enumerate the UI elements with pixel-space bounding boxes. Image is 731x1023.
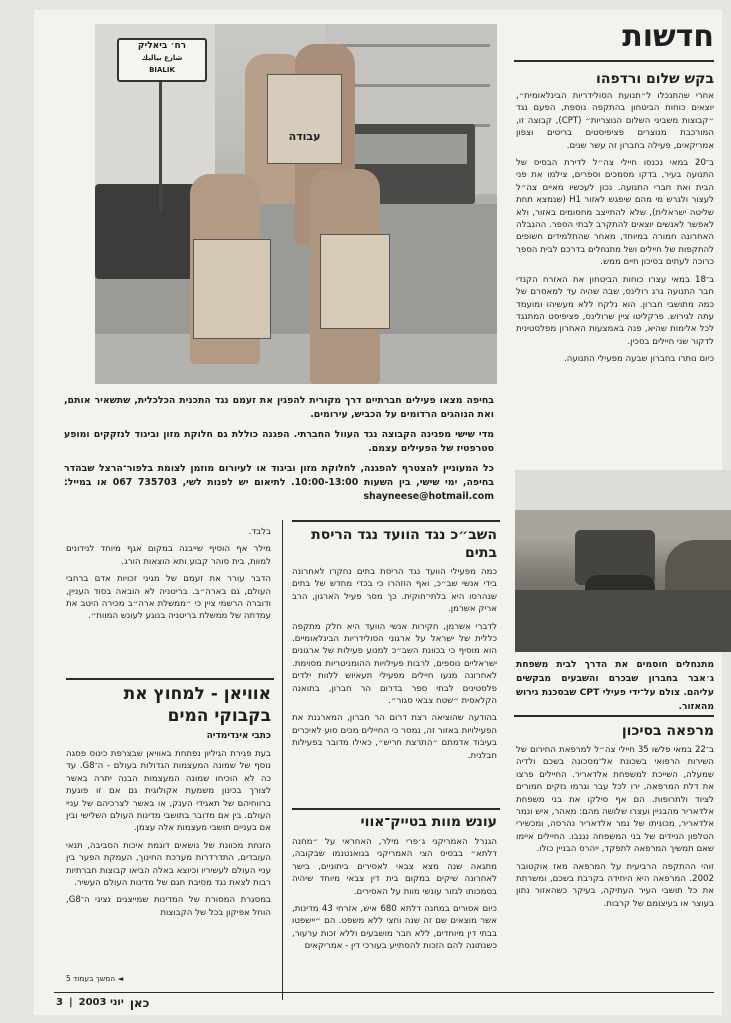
- protest-sign-right: [320, 234, 390, 329]
- article6-title: אוויאן - למחוץ את בקבוקי המים: [123, 684, 271, 726]
- photo1-note: מדי שישי מפגינה הקבוצה נגד העוול החברתי. הפגנה כוללת גם חלוקת מזון וביגוד לנזקקים ומופע סטרפטיז של הפעילים עצמם.: [64, 429, 494, 454]
- article6-p3: במסגרת המסורת של המדינות שמייצגים נציגי ה־G8, הוחל אפיקון בכל של הקבוצות: [66, 895, 271, 918]
- street-sign: [117, 38, 207, 82]
- article5-p2: הדבר עורר את זעמם של מגיני זכויות אדם ברחבי העולם, גם בארה״ב. בריטניה לא הובאה בסוד העניין, ודוברה הרשמי ציין כי ״ממשלת ארה״ב מכירה היטב את עמדתה של ממשלת בריטניה בנוגע לעונש המוות״.: [66, 574, 271, 622]
- article3-title: השב״כ נגד הוועד נגד הריסת בתים: [311, 527, 497, 561]
- article5-intro: בלבד.: [248, 527, 271, 537]
- street-sign-arabic: شارع بياليك: [141, 54, 183, 62]
- street-sign-hebrew: רח׳ ביאליק: [137, 41, 187, 51]
- parked-car: [95, 184, 205, 279]
- protest-sign-text: עבודה: [288, 130, 321, 143]
- sidewalk: [95, 334, 497, 384]
- photo1-contact: כל המעוניין להצטרף להפגנה, לחלוקת מזון וביגוד או לעיורום מוזמן לצומת בלפור־הרצל שבהדר בחיפה, ימי שישי, בין השעות 10:00-13:00. לתיאום יש לפנות לשי, 735703 067 או במייל: shayneese@hotmail.com: [64, 463, 495, 502]
- article5-p1: מילר אף הוסיף שייבנה במקום אגף מיוחד לנידונים למוות, בית סוהר קבוע ותא הוצאות הורג.: [66, 544, 271, 567]
- continued-link[interactable]: ◄ המשך בעמוד 5: [66, 974, 124, 983]
- article5-body: [66, 526, 271, 676]
- article6-p1: בעת פגירת הגיליון נפתחת באוויאן שבצרפת כינוס פסגה נוסף של שמונה המעצמות הגדולות בעולם - ה־G8. עד כה לא הוכיחו שמונה המעצמות הבנה יתרה באשר לצורך בכינון משמעת אקולוגית גם אם זו פוגעת ברווחיהם של תאגידי הענק, או באשר לצרכיהם של עניי העולם. בין אם מדובר בתושבי מדינות העולם השלישי ובין אם בעניים תושבי מעצמות אלה עצמן.: [66, 749, 271, 834]
- article3-body: [292, 566, 497, 806]
- article1-p3: ב־18 במאי עצרו כוחות הביטחון את האזרח הקנדי חבר התנועה גרג רולינס, שבה שהיה עד למאסרם של כמה מתושבי חברון. הוא נלקח ללא מעשיהו ומועמד עתה לגירוש. פרקליטו ציין שרולינס, פציפיסט המתנגד לכל אלימות שהיא, פנה באמצעות האחרון מפלסטינית לדקור שני חיילים בסכין.: [516, 274, 714, 347]
- issue-date: יוני 2003: [78, 997, 124, 1008]
- article1-body: [516, 90, 714, 458]
- article1-title: בקש שלום ורדפהו: [596, 71, 714, 87]
- article2-body: [516, 744, 714, 994]
- article4-title: עונש מוות בטייק־אווי: [360, 814, 497, 830]
- article3-p3: בהודעה שהוציאה רצת דרום הר חברון, המארגנת את הפעילויות באזור זה, נמסר כי החיילים מכים סוע לאיכרים בעיבוד אדמתם ״התרצת חריש״, כאילו מדובר בפעילות חבלנית.: [292, 713, 497, 761]
- protest-sign-left: [193, 239, 271, 339]
- street-sign-latin: BIALIK: [149, 66, 175, 74]
- article1-p1: אחרי שהתנכלו ל״תנועת הסולידריות הבינלאומית״, יוצאים כוחות הביטחון בהתקפה נוספת, הפעם נגד ״קבוצות משביני השלום הנוצריות״ (CPT), קבוצה זו, המורכבת מנוצרים פציפיסטים בריטים וצפון אמריקאים, פעילה בחברון זה עשר שנים.: [516, 91, 714, 151]
- article6-p2: הזנחת מכוונת של נושאים דוגמת איכות הסביבה, תנאי העובדים, התדרדרות מערכת החינוך, העמקת הפער בין עניי העולם לעשיריו וכיוצא באלה הביאו קבוצות חברתיות רבות לצאת נגד מסיבת חגם של מדינות העולם העשיר.: [66, 840, 271, 889]
- bulldozer-photo: [515, 470, 731, 652]
- article1-p2: ב־20 במאי נכנסו חיילי צה״ל לדירת הבסיס של התנועה בעיר, בדקו מסמכים וספרים, צילמו את פני הבית ואת חברי התנועה. נכון לעכשיו מאיים צה״ל לעצור ולגרש מי מהם שיפגש לאזור H1 (שנמצא תחת שליטה ישראלית), שלא להתייצב מחסומים באזור, ולא לאפשר לאנשים יוצאים להתקרב לבתי הספר. ההגבלה האחרונה חמורה במיוחד, מאחר שהתלמידים חשופים להתקפות של חיילים ושל מתנחלים בדרכם לבית הספר כרוכה לעתים בסיכון חיים ממש.: [516, 158, 714, 268]
- newspaper-page: [34, 10, 722, 1015]
- magazine-name: כאן: [129, 996, 150, 1010]
- protest-photo: [95, 24, 497, 384]
- article3-p2: לדברי אשרמן, חקירות אנשי הוועד היא חלק מתקפה כללית של ישראל על ארגוני הסולידריות הבינלאומיים. הוא מוסיף כי בכוונת השב״כ למנוע פעילות של ארגונים ישראליים נוספים, לרבות פעילויות ההומניטריות מסוימת. לאחרונה מנעו חיילים מפעילי תעאיוש ללוות ילדים פלסטינים לבתי ספר בדרום הר חברון, בתואנה הקלאסית ״שטח צבאי סגור״.: [292, 621, 497, 707]
- article6-author: כתבי אינדימדיה: [206, 731, 271, 741]
- page-footer: 3 | יוני 2003 כאן: [56, 996, 150, 1010]
- article1-p4: כיום נותרו בחברון שבעה מפעילי התנועה.: [563, 354, 714, 365]
- article4-body: [292, 836, 497, 996]
- article3-p1: כמה מפעילי הוועד נגד הריסת בתים נחקרו לאחרונה בידי אנשי שב״כ, ואף הוזהרו כי בכדי מחדש של בתים שנהרסו היא בלתי־חוקית. כך מסר פעיל הארגון, הרב אריק אשרמן.: [292, 567, 497, 615]
- protest-sign-upper: [267, 74, 342, 164]
- rubble: [515, 590, 731, 652]
- section-title: חדשות: [622, 19, 714, 54]
- photo1-caption: בחיפה מצאו פעילים חברתיים דרך מקורית להפגין את זעמם נגד התכנית הכלכלית, שתשאיר אותם, ואת הנוהגים הרדומים על הכביש, עירומים.: [64, 395, 494, 420]
- article4-p1: הגנרל האמריקני ג׳פרי מילר, האחראי על ״מחנה דלתא״ בבסיס הצי האמריקני בגואנטנמו שבקובה, מתגאה שנה מצא צבאי לאסירים ביתוניים, בישר לאחרונה שיקים במקום בית דין צבאי מיוחד שיהיה בסמכותו לגזור עונשי מוות על האסירים.: [292, 837, 497, 897]
- article2-p2: זוהי ההתקפה הרביעית על המרפאה מאז אוקטובר 2002. המרפאה היא היחידה בקרבת בשכם, ומשרתת את כל תושבי העיר העתיקה, בעיקר כשהאזור נתון בעוצר או בעיצומם של קרבות.: [516, 861, 714, 909]
- page-number: 3: [56, 997, 63, 1008]
- article2-title: מרפאה בסיכון: [621, 723, 714, 739]
- photo2-caption: מתנחלים חוסמים את הדרך לבית משפחת ג׳אבר בחברון שבכרם והשבעים מבקשים עליהם. צולם על־ידי פעילי CPT שבסכנת גירוש מהאזור.: [516, 659, 714, 712]
- article6-body: [66, 748, 271, 973]
- article2-p1: ב־22 במאי פלשו 35 חיילי צה״ל למרפאת החירום של השירות הרפואי בשכונת אל־מסכונה בשכם ולדיה שמעלה, השייכת למשפחת אלדאריר. החיילים פרצו את דלת המרפאה, ירו לכל עבר וגרמו נזקים חמורים לציוד ולתרופות. הם אף סילקו את בני משפחת אלדאריר מהבניין ועצרו שלושה מהם: מאהר, איש ונמר אלדאריר, מכוניתו של נמר אלדאריר נהרסה, ומכשירי הטלפון הניידים של בני המשפחה נגנבו. החיילים איימו שאם תמשיך המרפאה לתפקד, ייהרס הבניין כולו.: [516, 745, 714, 855]
- article4-p2: כיום אסורים במחנה דלתא 680 איש, אזרחי 43 מדינות, אשר מוצאים שם זה שנה וחצי ללא משפט. הם ״יישפטו בבתי דין מיוחדים, ללא חבר מושבעים וללא זכות ערעור, כשנתונה להם הזכות להסתייע בעורכי דין - אמריקאים: [292, 904, 497, 952]
